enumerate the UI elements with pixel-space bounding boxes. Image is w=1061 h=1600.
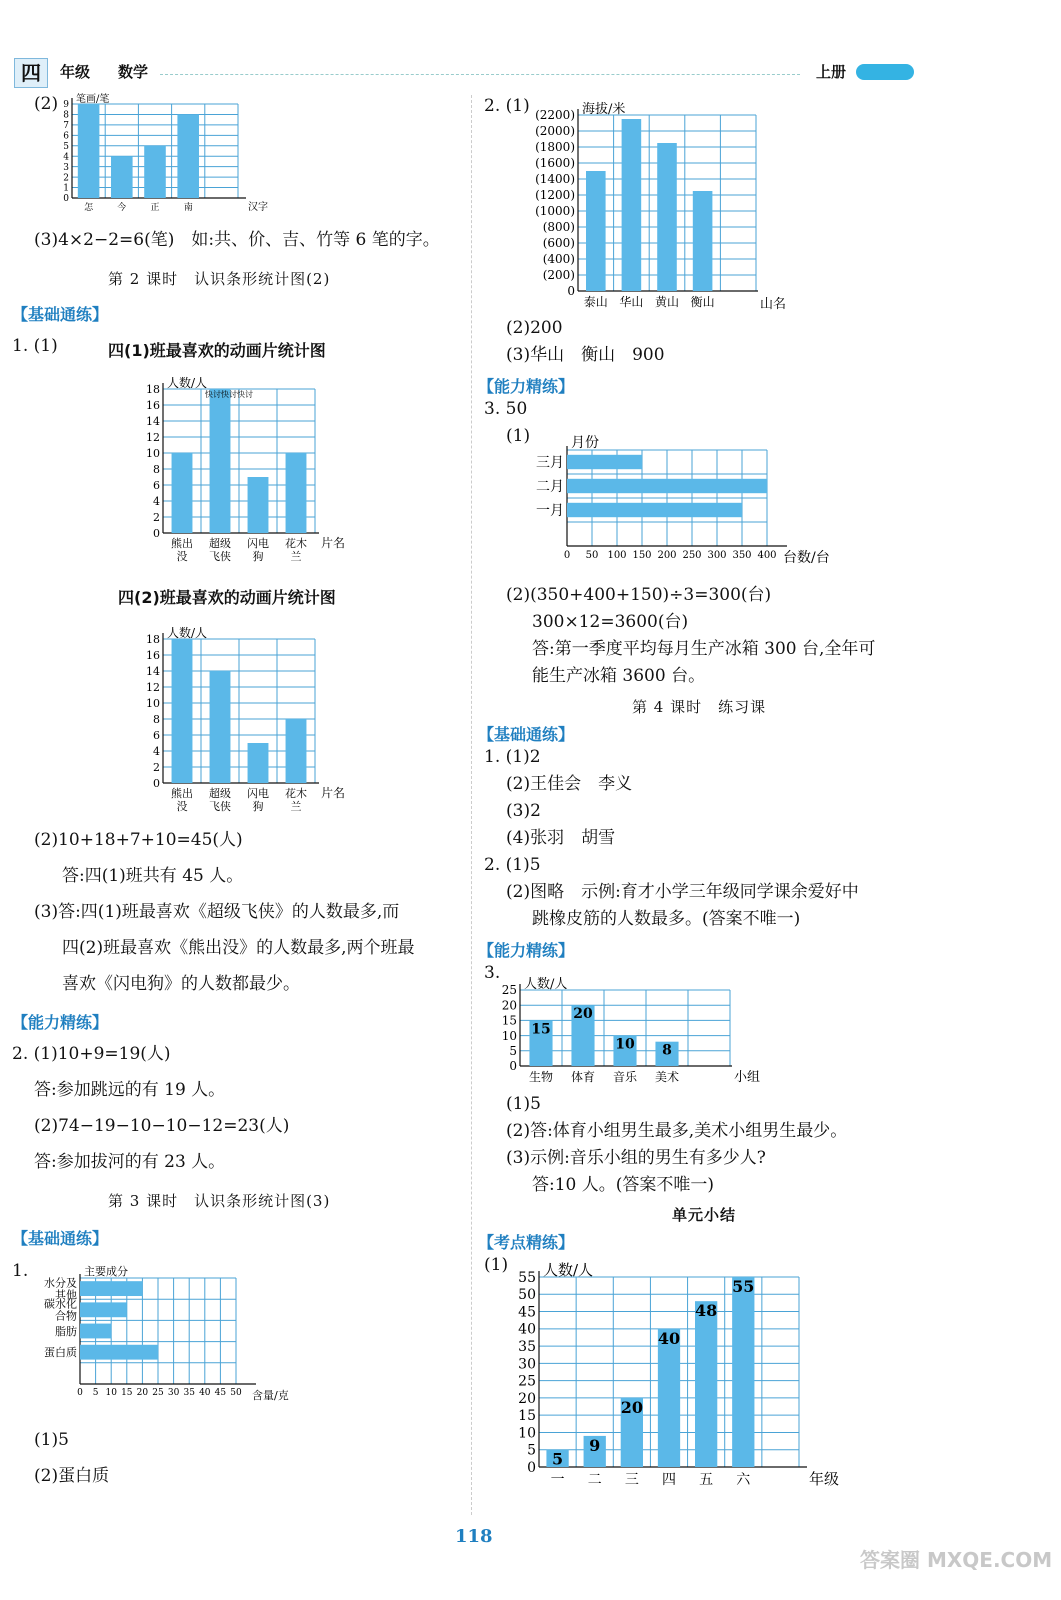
y-tick-label: 16 bbox=[146, 398, 160, 412]
x-tick-label: 30 bbox=[167, 1388, 180, 1398]
q-label: 1. bbox=[12, 1261, 29, 1281]
category-label: 飞侠 bbox=[209, 800, 231, 813]
y-tick-label: 0 bbox=[527, 1459, 536, 1476]
chart-groups bbox=[498, 962, 768, 1090]
y-tick-label: 25 bbox=[518, 1373, 536, 1390]
q-label: (1) bbox=[506, 426, 531, 446]
y-tick-label: 18 bbox=[146, 382, 160, 396]
annotation: 快讨快讨快讨 bbox=[205, 390, 253, 399]
grade-badge: 四 bbox=[14, 58, 48, 88]
y-tick-label: 20 bbox=[518, 1390, 536, 1407]
answer-line: 能生产冰箱 3600 台。 bbox=[532, 666, 706, 686]
category-label: 兰 bbox=[290, 800, 302, 813]
x-tick-label: 250 bbox=[682, 550, 702, 561]
y-tick-label: 2 bbox=[153, 510, 160, 524]
q-label: (2) bbox=[34, 94, 59, 114]
q-label: 3. bbox=[484, 963, 501, 983]
bar bbox=[695, 1301, 717, 1467]
bar bbox=[286, 453, 307, 533]
y-tick-label: 0 bbox=[509, 1059, 517, 1074]
answer-line: (2)(350+400+150)÷3=300(台) bbox=[506, 585, 772, 605]
y-tick-label: 40 bbox=[518, 1321, 536, 1338]
category-label: 一月 bbox=[536, 502, 564, 519]
x-tick-label: 100 bbox=[607, 550, 627, 561]
section-heading: 【基础通练】 bbox=[12, 305, 109, 324]
answer-line: (2)王佳会 李义 bbox=[506, 774, 633, 794]
x-axis-title: 小组 bbox=[734, 1070, 761, 1085]
data-label: 10 bbox=[615, 1036, 635, 1053]
x-tick-label: 300 bbox=[707, 550, 727, 561]
y-axis-title: 人数/人 bbox=[167, 376, 208, 390]
bar bbox=[80, 1324, 111, 1339]
category-label: 狗 bbox=[252, 550, 264, 563]
category-label: 生物 bbox=[528, 1070, 554, 1084]
y-tick-label: 8 bbox=[63, 110, 69, 121]
bar bbox=[80, 1345, 158, 1360]
category-label: 一 bbox=[550, 1472, 565, 1488]
x-tick-label: 50 bbox=[230, 1388, 242, 1398]
answer-line: (3)华山 衡山 900 bbox=[506, 345, 665, 365]
category-label: 超级 bbox=[209, 787, 231, 800]
y-tick-label: 14 bbox=[146, 414, 160, 428]
category-label: 花木 bbox=[285, 537, 307, 550]
bar bbox=[732, 1277, 754, 1467]
chart-strokes bbox=[50, 92, 270, 218]
y-tick-label: (2000) bbox=[535, 124, 575, 139]
x-tick-label: 200 bbox=[657, 550, 677, 561]
header-logo bbox=[856, 64, 914, 80]
category-label: 飞侠 bbox=[209, 550, 231, 563]
bar bbox=[177, 114, 199, 198]
bar bbox=[586, 171, 606, 291]
x-tick-label: 20 bbox=[136, 1388, 149, 1398]
category-label: 蛋白质 bbox=[44, 1346, 77, 1360]
answer-line: 1. (1)2 bbox=[484, 747, 541, 767]
y-tick-label: 12 bbox=[146, 430, 160, 444]
y-tick-label: 14 bbox=[146, 664, 160, 678]
y-tick-label: 15 bbox=[518, 1408, 536, 1425]
bar bbox=[172, 453, 193, 533]
section-heading: 【能力精练】 bbox=[12, 1013, 109, 1032]
y-tick-label: 8 bbox=[153, 712, 160, 726]
category-label: 二 bbox=[587, 1472, 602, 1488]
data-label: 48 bbox=[695, 1301, 718, 1321]
y-tick-label: 10 bbox=[146, 446, 160, 460]
lesson-title: 第 3 课时 认识条形统计图(3) bbox=[108, 1192, 331, 1210]
bar bbox=[210, 671, 231, 783]
y-tick-label: 9 bbox=[63, 100, 69, 111]
x-axis-title: 片名 bbox=[321, 536, 346, 550]
category-label: 狗 bbox=[252, 800, 264, 813]
category-label: 怎 bbox=[84, 203, 94, 213]
data-label: 8 bbox=[662, 1042, 672, 1059]
data-label: 15 bbox=[531, 1021, 551, 1038]
x-tick-label: 0 bbox=[563, 550, 571, 561]
x-tick-label: 35 bbox=[183, 1388, 195, 1398]
y-tick-label: (600) bbox=[542, 236, 575, 251]
chart-title: 四(2)班最喜欢的动画片统计图 bbox=[118, 588, 336, 607]
category-label: 华山 bbox=[619, 295, 644, 309]
header-rule bbox=[160, 74, 800, 75]
x-tick-label: 10 bbox=[105, 1388, 117, 1398]
y-tick-label: 16 bbox=[146, 648, 160, 662]
bar bbox=[248, 477, 269, 533]
y-tick-label: 10 bbox=[518, 1425, 536, 1442]
y-tick-label: 4 bbox=[153, 744, 160, 758]
x-tick-label: 50 bbox=[585, 550, 599, 561]
chart-mountains bbox=[520, 95, 795, 315]
answer-line: (2)10+18+7+10=45(人) bbox=[34, 830, 243, 850]
x-axis-title: 汉字 bbox=[248, 202, 268, 213]
x-tick-label: 5 bbox=[92, 1388, 99, 1398]
data-label: 5 bbox=[552, 1449, 564, 1469]
y-tick-label: 6 bbox=[153, 728, 160, 742]
chart-cartoon2 bbox=[135, 615, 365, 820]
volume-label: 上册 bbox=[816, 63, 847, 81]
answer-line: (3)4×2−2=6(笔) 如:共、价、吉、竹等 6 笔的字。 bbox=[34, 230, 440, 250]
answer-line: 喜欢《闪电狗》的人数都最少。 bbox=[62, 974, 300, 994]
section-heading: 【基础通练】 bbox=[12, 1229, 109, 1248]
answer-line: 答:参加跳远的有 19 人。 bbox=[34, 1080, 226, 1100]
bar bbox=[286, 719, 307, 783]
category-label: 没 bbox=[176, 800, 188, 813]
bar bbox=[172, 639, 193, 783]
y-tick-label: (800) bbox=[542, 220, 575, 235]
bar bbox=[111, 156, 133, 198]
x-axis-title: 片名 bbox=[321, 786, 346, 800]
category-label: 二月 bbox=[536, 478, 564, 495]
chart-cartoon1 bbox=[135, 365, 365, 570]
y-tick-label: 20 bbox=[501, 998, 517, 1013]
y-tick-label: 50 bbox=[518, 1287, 536, 1304]
unit-title: 单元小结 bbox=[672, 1206, 737, 1224]
y-tick-label: 8 bbox=[153, 462, 160, 476]
y-tick-label: 4 bbox=[63, 152, 69, 163]
category-label: 闪电 bbox=[247, 787, 269, 800]
y-tick-label: 3 bbox=[63, 162, 69, 173]
x-tick-label: 45 bbox=[214, 1388, 227, 1398]
bar bbox=[78, 104, 100, 198]
category-label: 闪电 bbox=[247, 537, 269, 550]
y-tick-label: 4 bbox=[153, 494, 160, 508]
x-tick-label: 400 bbox=[757, 550, 777, 561]
category-label: 熊出 bbox=[171, 787, 193, 800]
category-label: 衡山 bbox=[690, 295, 715, 309]
chart-title: 四(1)班最喜欢的动画片统计图 bbox=[108, 341, 326, 360]
answer-line: (3)示例:音乐小组的男生有多少人? bbox=[506, 1148, 766, 1168]
x-axis-title: 山名 bbox=[760, 297, 787, 312]
answer-line: (3)答:四(1)班最喜欢《超级飞侠》的人数最多,而 bbox=[34, 902, 400, 922]
y-tick-label: 0 bbox=[63, 194, 69, 205]
x-tick-label: 40 bbox=[199, 1388, 211, 1398]
category-label: 南 bbox=[183, 203, 193, 213]
answer-line: 答:参加拔河的有 23 人。 bbox=[34, 1152, 226, 1172]
category-label: 三月 bbox=[536, 454, 564, 471]
q-label: 2. (1) bbox=[484, 96, 530, 116]
chart-nutrients bbox=[26, 1258, 301, 1416]
bar bbox=[144, 146, 166, 198]
y-tick-label: (200) bbox=[542, 268, 575, 283]
y-axis-title: 笔画/笔 bbox=[76, 94, 110, 105]
category-label: 五 bbox=[699, 1472, 714, 1488]
page-number: 118 bbox=[455, 1526, 493, 1547]
category-label: 碳水化 bbox=[44, 1297, 77, 1311]
category-label: 三 bbox=[624, 1472, 639, 1488]
q-label: 3. 50 bbox=[484, 399, 528, 419]
answer-line: (2)答:体育小组男生最多,美术小组男生最少。 bbox=[506, 1121, 848, 1141]
answer-line: (3)2 bbox=[506, 801, 541, 821]
answer-line: 300×12=3600(台) bbox=[532, 612, 689, 632]
category-label: 泰山 bbox=[583, 295, 608, 309]
y-tick-label: 1 bbox=[63, 183, 69, 194]
category-label: 脂肪 bbox=[55, 1324, 77, 1338]
section-heading: 【基础通练】 bbox=[478, 725, 575, 744]
subject-label: 数学 bbox=[118, 63, 149, 81]
category-label: 体育 bbox=[570, 1070, 596, 1084]
y-tick-label: (1800) bbox=[535, 140, 575, 155]
chart-fridges bbox=[525, 420, 845, 582]
y-axis-title: 人数/人 bbox=[543, 1261, 594, 1279]
category-label: 水分及 bbox=[44, 1276, 77, 1290]
column-divider bbox=[471, 95, 472, 1515]
answer-line: 四(2)班最喜欢《熊出没》的人数最多,两个班最 bbox=[62, 938, 415, 958]
answer-line: 2. (1)5 bbox=[484, 855, 541, 875]
y-tick-label: (400) bbox=[542, 252, 575, 267]
y-tick-label: 15 bbox=[501, 1013, 517, 1028]
y-tick-label: 0 bbox=[567, 284, 575, 299]
section-heading: 【考点精练】 bbox=[478, 1233, 575, 1252]
y-tick-label: 5 bbox=[63, 141, 69, 152]
x-tick-label: 150 bbox=[632, 550, 652, 561]
category-label: 没 bbox=[176, 550, 188, 563]
bar bbox=[622, 119, 642, 291]
answer-line: (2)74−19−10−10−12=23(人) bbox=[34, 1116, 290, 1136]
x-axis-title: 含量/克 bbox=[252, 1389, 289, 1402]
y-tick-label: 45 bbox=[518, 1304, 536, 1321]
answer-line: 答:10 人。(答案不唯一) bbox=[532, 1175, 715, 1195]
x-tick-label: 25 bbox=[152, 1388, 164, 1398]
data-label: 40 bbox=[657, 1328, 681, 1348]
bar bbox=[567, 479, 767, 493]
y-axis-title: 海拔/米 bbox=[582, 102, 626, 117]
bar bbox=[657, 143, 677, 291]
category-label: 合物 bbox=[55, 1309, 77, 1323]
answer-line: (1)5 bbox=[506, 1094, 541, 1114]
y-tick-label: (1000) bbox=[535, 204, 575, 219]
category-label: 四 bbox=[662, 1472, 676, 1488]
y-tick-label: 6 bbox=[63, 131, 69, 142]
data-label: 20 bbox=[620, 1397, 643, 1417]
lesson-title: 第 2 课时 认识条形统计图(2) bbox=[108, 270, 331, 288]
x-tick-label: 0 bbox=[77, 1388, 83, 1398]
answer-line: 答:四(1)班共有 45 人。 bbox=[62, 866, 244, 886]
answer-line: (2)图略 示例:育才小学三年级同学课余爱好中 bbox=[506, 882, 859, 902]
answer-line: 答:第一季度平均每月生产冰箱 300 台,全年可 bbox=[532, 639, 876, 659]
y-tick-label: 5 bbox=[527, 1442, 536, 1459]
y-tick-label: 55 bbox=[518, 1269, 536, 1286]
answer-line: 2. (1)10+9=19(人) bbox=[12, 1044, 171, 1064]
y-tick-label: (1200) bbox=[535, 188, 575, 203]
category-label: 黄山 bbox=[654, 295, 680, 309]
bar bbox=[80, 1302, 127, 1317]
y-tick-label: 5 bbox=[509, 1044, 517, 1058]
y-tick-label: 10 bbox=[501, 1028, 517, 1043]
y-tick-label: 10 bbox=[146, 696, 160, 710]
y-tick-label: 0 bbox=[153, 776, 160, 790]
bar bbox=[567, 455, 642, 469]
grade-label: 年级 bbox=[60, 63, 91, 81]
bar bbox=[210, 389, 231, 533]
y-axis-title: 人数/人 bbox=[524, 977, 568, 992]
y-tick-label: 7 bbox=[63, 121, 69, 132]
category-label: 音乐 bbox=[612, 1070, 638, 1084]
y-tick-label: (1600) bbox=[535, 156, 575, 171]
chart-grades bbox=[505, 1255, 845, 1490]
category-label: 美术 bbox=[654, 1070, 680, 1084]
bar bbox=[248, 743, 269, 783]
category-label: 其他 bbox=[55, 1288, 77, 1302]
category-label: 六 bbox=[736, 1472, 751, 1488]
answer-line: (4)张羽 胡雪 bbox=[506, 828, 616, 848]
x-tick-label: 15 bbox=[121, 1388, 133, 1398]
section-heading: 【能力精练】 bbox=[478, 941, 575, 960]
q-label: (1) bbox=[484, 1255, 509, 1275]
y-tick-label: (2200) bbox=[535, 108, 575, 123]
data-label: 20 bbox=[573, 1006, 593, 1023]
category-label: 今 bbox=[117, 203, 127, 213]
answer-line: 跳橡皮筋的人数最多。(答案不唯一) bbox=[532, 909, 801, 929]
y-axis-title: 月份 bbox=[571, 435, 599, 451]
category-label: 兰 bbox=[290, 550, 302, 563]
x-axis-title: 年级 bbox=[809, 1470, 840, 1488]
y-tick-label: 30 bbox=[518, 1356, 536, 1373]
y-tick-label: 25 bbox=[501, 983, 517, 998]
x-axis-title: 台数/台 bbox=[783, 550, 830, 566]
answer-line: (2)蛋白质 bbox=[34, 1466, 110, 1486]
bar bbox=[693, 191, 713, 291]
y-tick-label: 18 bbox=[146, 632, 160, 646]
category-label: 花木 bbox=[285, 787, 307, 800]
data-label: 55 bbox=[732, 1277, 755, 1296]
bar bbox=[567, 503, 742, 517]
bar bbox=[80, 1281, 142, 1296]
y-tick-label: 6 bbox=[153, 478, 160, 492]
y-tick-label: 2 bbox=[153, 760, 160, 774]
y-tick-label: 35 bbox=[518, 1338, 536, 1355]
y-tick-label: 2 bbox=[63, 173, 69, 184]
lesson-title: 第 4 课时 练习课 bbox=[632, 698, 767, 716]
y-tick-label: (1400) bbox=[535, 172, 575, 187]
bar bbox=[658, 1329, 680, 1467]
y-tick-label: 0 bbox=[153, 526, 160, 540]
y-axis-title: 主要成分 bbox=[84, 1265, 128, 1278]
answer-line: (1)5 bbox=[34, 1430, 69, 1450]
section-heading: 【能力精练】 bbox=[478, 377, 575, 396]
answer-line: (2)200 bbox=[506, 318, 563, 338]
data-label: 9 bbox=[589, 1435, 601, 1455]
y-tick-label: 12 bbox=[146, 680, 160, 694]
category-label: 超级 bbox=[209, 537, 231, 550]
category-label: 正 bbox=[150, 203, 160, 213]
y-axis-title: 人数/人 bbox=[167, 626, 208, 640]
q-label: 1. (1) bbox=[12, 336, 58, 356]
category-label: 熊出 bbox=[171, 537, 193, 550]
watermark: 答案圈 MXQE.COM bbox=[860, 1548, 1053, 1572]
x-tick-label: 350 bbox=[732, 550, 752, 561]
